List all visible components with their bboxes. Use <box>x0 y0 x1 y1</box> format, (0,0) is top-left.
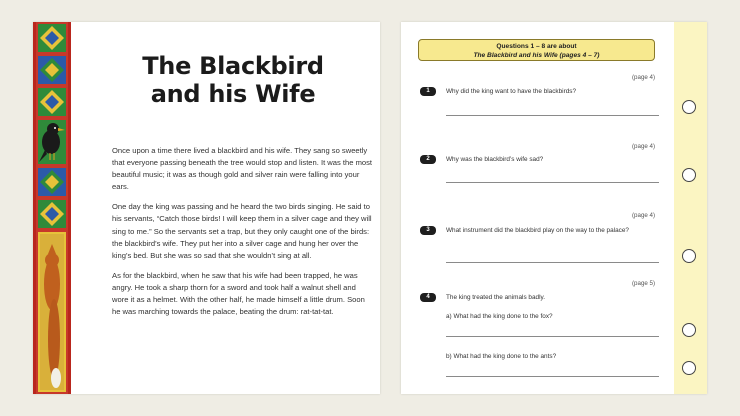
question-text: What instrument did the blackbird play on the way to the palace? <box>446 227 629 234</box>
story-page <box>33 22 380 394</box>
question-text: The king treated the animals badly. <box>446 294 545 301</box>
question-text: Why did the king want to have the blackbirds? <box>446 88 577 95</box>
question-subpart-b: b) What had the king done to the ants? <box>446 353 557 360</box>
questions-header-line1: Questions 1 – 8 are about <box>496 43 577 50</box>
blackbird-illustration <box>35 118 71 168</box>
answer-line[interactable] <box>446 376 659 377</box>
binder-hole <box>682 361 696 375</box>
questions-header-line2: The Blackbird and his Wife (pages 4 – 7) <box>473 52 600 59</box>
answer-line[interactable] <box>446 336 659 337</box>
question-subpart-a: a) What had the king done to the fox? <box>446 313 553 320</box>
question-text: Why was the blackbird’s wife sad? <box>446 156 544 163</box>
questions-header <box>418 39 655 61</box>
question-page-ref: (page 5) <box>632 280 656 287</box>
question-number-badge: 4 <box>420 293 436 302</box>
story-title-line2: and his Wife <box>150 80 316 108</box>
story-paragraph: One day the king was passing and he heard the two birds singing. He said to his servants, “Catch those birds! I will keep them in a silver cage and they will sing to me.” So the servants set a trap, but they only caught one of the birds: the blackbird’s wife. They put her into a silver cage and hung her over the king’s bed. But she was so sad that she wouldn’t sing at all. <box>112 202 372 260</box>
binder-hole <box>682 168 696 182</box>
binder-hole <box>682 323 696 337</box>
question-page-ref: (page 4) <box>632 212 656 219</box>
questions-page <box>401 22 707 394</box>
story-paragraph: As for the blackbird, when he saw that his wife had been trapped, he was angry. He took a sharp thorn for a sword and took half a walnut shell and wore it as a helmet. With the other half, he made himself a little drum. Soon he was marching towards the palace, beating the drum: rat-tat-tat. <box>112 270 365 317</box>
binder-hole <box>682 100 696 114</box>
fox-illustration <box>36 244 70 394</box>
question-page-ref: (page 4) <box>632 74 656 81</box>
story-paragraph: Once upon a time there lived a blackbird and his wife. They sang so sweetly that everyone passing beneath the tree would stop and listen. It was the most beautiful music; it was as though gold and silver rain were falling into your ears. <box>112 146 373 192</box>
story-title <box>93 52 373 108</box>
answer-line[interactable] <box>446 262 659 263</box>
answer-line[interactable] <box>446 115 659 116</box>
binder-margin <box>674 22 707 394</box>
binder-hole <box>682 249 696 263</box>
question-number-badge: 1 <box>420 87 436 96</box>
question-number-badge: 2 <box>420 155 436 164</box>
answer-line[interactable] <box>446 182 659 183</box>
question-number-badge: 3 <box>420 226 436 235</box>
question-page-ref: (page 4) <box>632 143 656 150</box>
story-title-line1: The Blackbird <box>142 52 324 80</box>
story-body <box>112 145 374 326</box>
